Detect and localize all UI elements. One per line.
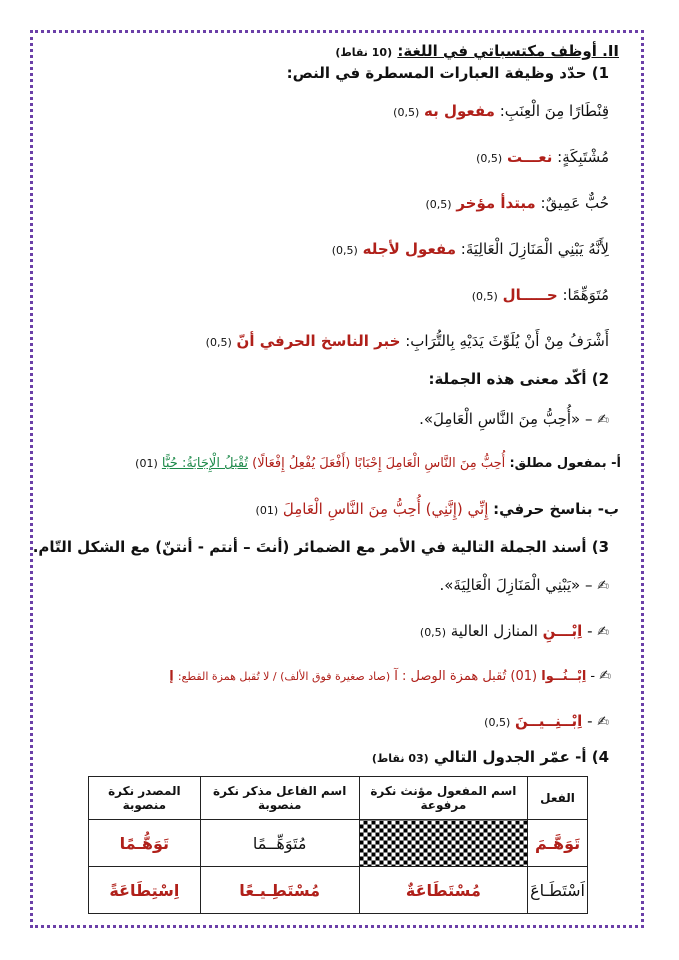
table-cell: تَوَهَّـمَ: [528, 820, 588, 867]
q2-title: 2) أكّد معنى هذه الجملة:: [428, 370, 609, 388]
q3-answer: اِبْـــنِ: [542, 622, 583, 640]
q3-sentence: [439, 576, 609, 594]
q2-b-score: (01): [255, 504, 279, 517]
q3-item-2: ✍ - اِبْــنُــوا (01) تُقبل همزة الوصل : آ (صاد صغيرة فوق الألف) / لا تُقبل همزة القطع: إ: [169, 668, 611, 684]
q1-answer: مبتدأ مؤخر: [456, 194, 536, 212]
q3-item-3: ✍ - اِبْــنِــيــنَ (0,5): [484, 712, 609, 730]
q2-sentence: [419, 410, 609, 428]
q3-answer: اِبْــنِــيــنَ: [515, 712, 583, 730]
q1-item-3: [425, 194, 609, 212]
q3-rest: (01) تُقبل همزة الوصل : آ: [394, 669, 538, 684]
table-header: اسم المفعول مؤنث نكرة مرفوعة: [359, 777, 527, 820]
q2-a-label: أ- بمفعول مطلق:: [509, 456, 621, 471]
q1-phrase: حُبٌّ عَمِيقٌ:: [540, 194, 609, 212]
q1-title: 1) حدّد وظيفة العبارات المسطرة في النص:: [286, 64, 609, 82]
table-cell-blocked: [359, 820, 527, 867]
q2-a-score: (01): [135, 457, 158, 470]
q3-rest: المنازل العالية: [450, 622, 538, 640]
q1-phrase: مُشْتَبِكَةٍ:: [557, 148, 609, 166]
q2-answer-b: [256, 500, 619, 518]
section-points: (10 نقاط): [335, 46, 393, 59]
q1-item-4: [332, 240, 609, 258]
pen-icon: ✍: [597, 578, 609, 594]
q2-b-label: ب- بناسخ حرفي:: [493, 500, 619, 518]
section-title-text: II. أوظف مكتسباتي في اللغة:: [397, 42, 619, 60]
q2-sentence-text: – «أُحِبُّ مِنَ النَّاسِ الْعَامِلَ».: [419, 410, 593, 428]
q1-score: (0,5): [393, 106, 420, 119]
q3-title: 3) أسند الجملة التالية في الأمر مع الضمائر (أنتَ – أنتم - أنتنّ) مع الشكل التّام.: [32, 538, 609, 556]
pen-icon: ✍: [597, 714, 609, 730]
table-cell: مُسْتَطِـيـعًا: [200, 867, 359, 914]
q1-item-5: [472, 286, 609, 304]
q3-score: (0,5): [484, 716, 511, 729]
section-title: [335, 42, 619, 60]
q2-a-answer: أُحِبُّ مِنَ النَّاسِ الْعَامِلَ إِحْبَابًا (أَفْعَلَ يُفْعِلُ إِفْعَالًا): [252, 456, 506, 471]
answer-table: [88, 776, 588, 914]
q1-item-6: [206, 332, 609, 350]
q1-score: (0,5): [471, 290, 498, 303]
q1-answer: مفعول به: [424, 102, 495, 120]
q1-answer: مفعول لأجله: [362, 240, 457, 258]
q1-score: (0,5): [205, 336, 232, 349]
q1-answer: خبر الناسخ الحرفي أنّ: [236, 332, 401, 350]
table-cell: اِسْتِطَاعَةً: [89, 867, 201, 914]
q2-answer-a: [135, 456, 621, 471]
q4-title: [372, 748, 609, 766]
q1-score: (0,5): [425, 198, 452, 211]
q4-title-text: 4) أ- عمّر الجدول التالي: [433, 748, 609, 766]
table-cell: مُتَوَهِّــمًا: [200, 820, 359, 867]
q1-score: (0,5): [476, 152, 503, 165]
q3-item-1: ✍ - اِبْـــنِ المنازل العالية (0,5): [419, 622, 609, 640]
pen-icon: ✍: [597, 412, 609, 428]
q2-a-note: تُقْبَلُ الْإِجَابَةُ: حُبًّا: [161, 456, 249, 471]
q2-b-answer: إِنِّي (إِنَّنِي) أُحِبُّ مِنَ النَّاسِ الْعَامِلَ: [282, 500, 489, 518]
q1-phrase: مُتَوَهِّمًا:: [562, 286, 609, 304]
q1-item-2: [476, 148, 609, 166]
q1-phrase: قِنْطَارًا مِنَ الْعِنَبِ:: [499, 102, 609, 120]
q3-sentence-text: – «يَبْنِي الْمَنَازِلَ الْعَالِيَةَ».: [439, 576, 593, 594]
table-row: [89, 820, 588, 867]
q4-points: (03 نقاط): [371, 752, 429, 765]
q3-mark: إ: [169, 669, 174, 684]
table-header: المصدر نكرة منصوبة: [89, 777, 201, 820]
pen-icon: ✍: [597, 624, 609, 640]
q1-answer: نعـــت: [507, 148, 553, 166]
q3-answer: اِبْــنُــوا: [541, 669, 587, 684]
pen-icon: ✍: [599, 668, 611, 684]
q3-note: (صاد صغيرة فوق الألف) / لا تُقبل همزة القطع:: [177, 670, 391, 683]
table-header: الفعل: [528, 777, 588, 820]
q1-score: (0,5): [331, 244, 358, 257]
q1-phrase: لِأَنَّهُ يَبْنِي الْمَنَازِلَ الْعَالِيَةَ:: [460, 240, 609, 258]
table-cell: اَسْتَطَـاعَ: [528, 867, 588, 914]
table-header: اسم الفاعل مذكر نكرة منصوبة: [200, 777, 359, 820]
q1-answer: حـــــال: [502, 286, 558, 304]
q3-score: (0,5): [419, 626, 446, 639]
table-cell: مُسْتَطَاعَةٌ: [359, 867, 527, 914]
table-cell: تَوَهُّـمًا: [89, 820, 201, 867]
q1-phrase: أَشْرَفُ مِنْ أَنْ يُلَوِّثَ يَدَيْهِ بِالتُّرَابِ:: [405, 332, 609, 350]
table-header-row: [89, 777, 588, 820]
table-row: [89, 867, 588, 914]
q1-item-1: [393, 102, 609, 120]
